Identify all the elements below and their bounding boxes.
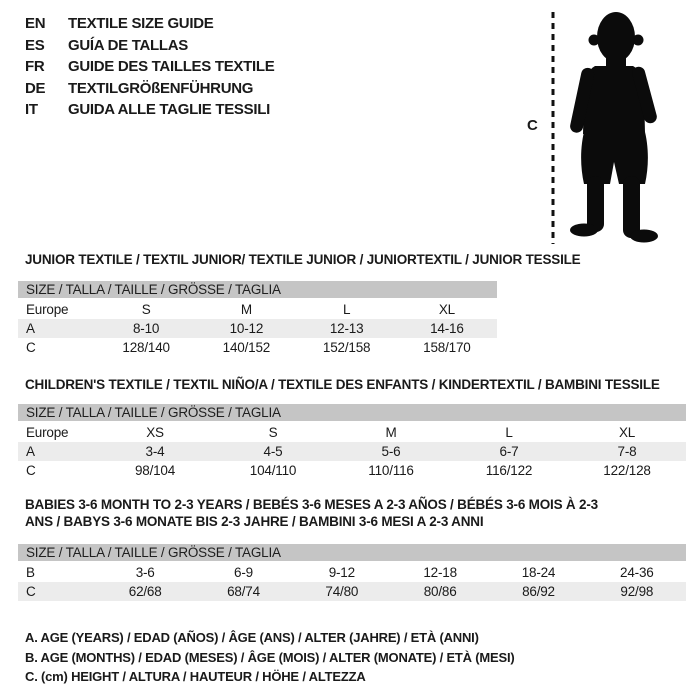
table-cell: L (342, 302, 351, 317)
table-cell: M (240, 302, 252, 317)
table-cell: 140/152 (222, 340, 271, 355)
row-label: C (26, 463, 36, 478)
table-cell: XL (618, 425, 636, 440)
language-code: FR (25, 58, 45, 76)
table-cell: 10-12 (229, 321, 264, 336)
table-cell: 68/74 (227, 584, 260, 599)
table-cell: 9-12 (328, 565, 355, 580)
table-cell: 92/98 (620, 584, 654, 599)
table-cell: L (505, 425, 513, 440)
table-row-b (18, 563, 686, 582)
table-size-header: SIZE / TALLA / TAILLE / GRÖSSE / TAGLIA (18, 281, 497, 298)
table-size-header: SIZE / TALLA / TAILLE / GRÖSSE / TAGLIA (18, 404, 686, 421)
language-row (25, 78, 274, 100)
table-cell: 14-16 (430, 321, 464, 336)
row-label: C (26, 340, 36, 355)
table-cell: XL (438, 302, 455, 317)
table-cell: 74/80 (325, 584, 359, 599)
table-cell: 24-36 (620, 565, 654, 580)
section-title-junior-textile: JUNIOR TEXTILE / TEXTIL JUNIOR/ TEXTILE JUNIOR / JUNIORTEXTIL / JUNIOR TESSILE (25, 252, 581, 267)
table-row-europe (18, 300, 497, 319)
table-cell: 12-18 (423, 565, 457, 580)
height-measure-label-c: C (527, 117, 538, 134)
section-title-childrens-textile: CHILDREN'S TEXTILE / TEXTIL NIÑO/A / TEXTILE DES ENFANTS / KINDERTEXTIL / BAMBINI TESSILE (25, 377, 660, 392)
table-cell: 4-5 (263, 444, 283, 459)
table-cell: 158/170 (423, 340, 471, 355)
toddler-silhouette-icon (557, 8, 663, 244)
table-row-c (18, 582, 686, 601)
language-title: GUIDA ALLE TAGLIE TESSILI (68, 101, 270, 119)
table-cell: 86/92 (522, 584, 555, 599)
table-cell: XS (146, 425, 164, 440)
row-label: Europe (26, 425, 69, 440)
table-cell: 12-13 (329, 321, 364, 336)
row-label: Europe (26, 302, 69, 317)
language-row (25, 35, 274, 57)
language-code: DE (25, 79, 46, 97)
table-cell: 8-10 (133, 321, 160, 336)
note-age-years: A. AGE (YEARS) / EDAD (AÑOS) / ÂGE (ANS) / ALTER (JAHRE) / ETÀ (ANNI) (25, 630, 479, 645)
babies-size-table (18, 544, 686, 601)
table-row-c (18, 461, 686, 480)
table-cell: 7-8 (617, 444, 637, 459)
junior-size-table (18, 281, 497, 357)
table-row-europe (18, 423, 686, 442)
table-cell: 62/68 (128, 584, 162, 599)
language-row (25, 13, 274, 35)
table-cell: S (141, 302, 151, 317)
section-title-babies-textile: BABIES 3-6 MONTH TO 2-3 YEARS / BEBÉS 3-6 MESES A 2-3 AÑOS / BÉBÉS 3-6 MOIS À 2-3 ANS / BABYS 3-6 MONATE BIS 2-3 JAHRE / BAMBINI 3-6 MESI A 2-3 ANNI (25, 497, 598, 529)
row-label: A (26, 321, 35, 336)
childrens-size-table (18, 404, 686, 480)
table-cell: 116/122 (485, 463, 533, 478)
language-title: TEXTILE SIZE GUIDE (68, 15, 214, 33)
table-cell: 5-6 (381, 444, 401, 459)
table-cell: 80/86 (423, 584, 457, 599)
language-title: TEXTILGRÖßENFÜHRUNG (68, 79, 254, 97)
table-cell: 6-9 (234, 565, 253, 580)
table-cell: 3-4 (145, 444, 165, 459)
row-label: C (26, 584, 36, 599)
table-cell: 98/104 (134, 463, 176, 478)
language-row (25, 56, 274, 78)
language-code: IT (25, 101, 38, 119)
table-row-c (18, 338, 497, 357)
table-row-a (18, 319, 497, 338)
language-title: GUIDE DES TAILLES TEXTILE (68, 58, 275, 76)
table-cell: 104/110 (249, 463, 297, 478)
table-cell: S (268, 425, 278, 440)
note-age-months: B. AGE (MONTHS) / EDAD (MESES) / ÂGE (MOIS) / ALTER (MONATE) / ETÀ (MESI) (25, 649, 515, 665)
table-cell: M (385, 425, 397, 440)
language-row (25, 99, 274, 121)
table-cell: 6-7 (499, 444, 519, 459)
note-height-cm: C. (cm) HEIGHT / ALTURA / HAUTEUR / HÖHE / ALTEZZA (25, 669, 366, 684)
legend-notes (25, 628, 515, 687)
language-code: EN (25, 15, 46, 33)
language-title: GUÍA DE TALLAS (68, 36, 188, 54)
table-cell: 122/128 (603, 463, 651, 478)
height-measure-dashed-line (550, 12, 556, 244)
table-cell: 128/140 (122, 340, 170, 355)
table-cell: 3-6 (135, 565, 155, 580)
table-cell: 152/158 (322, 340, 371, 355)
table-cell: 18-24 (521, 565, 556, 580)
language-title-list (25, 13, 274, 121)
table-cell: 110/116 (368, 463, 414, 478)
table-size-header: SIZE / TALLA / TAILLE / GRÖSSE / TAGLIA (18, 544, 686, 561)
row-label: B (26, 565, 35, 580)
row-label: A (26, 444, 35, 459)
language-code: ES (25, 36, 45, 54)
table-row-a (18, 442, 686, 461)
